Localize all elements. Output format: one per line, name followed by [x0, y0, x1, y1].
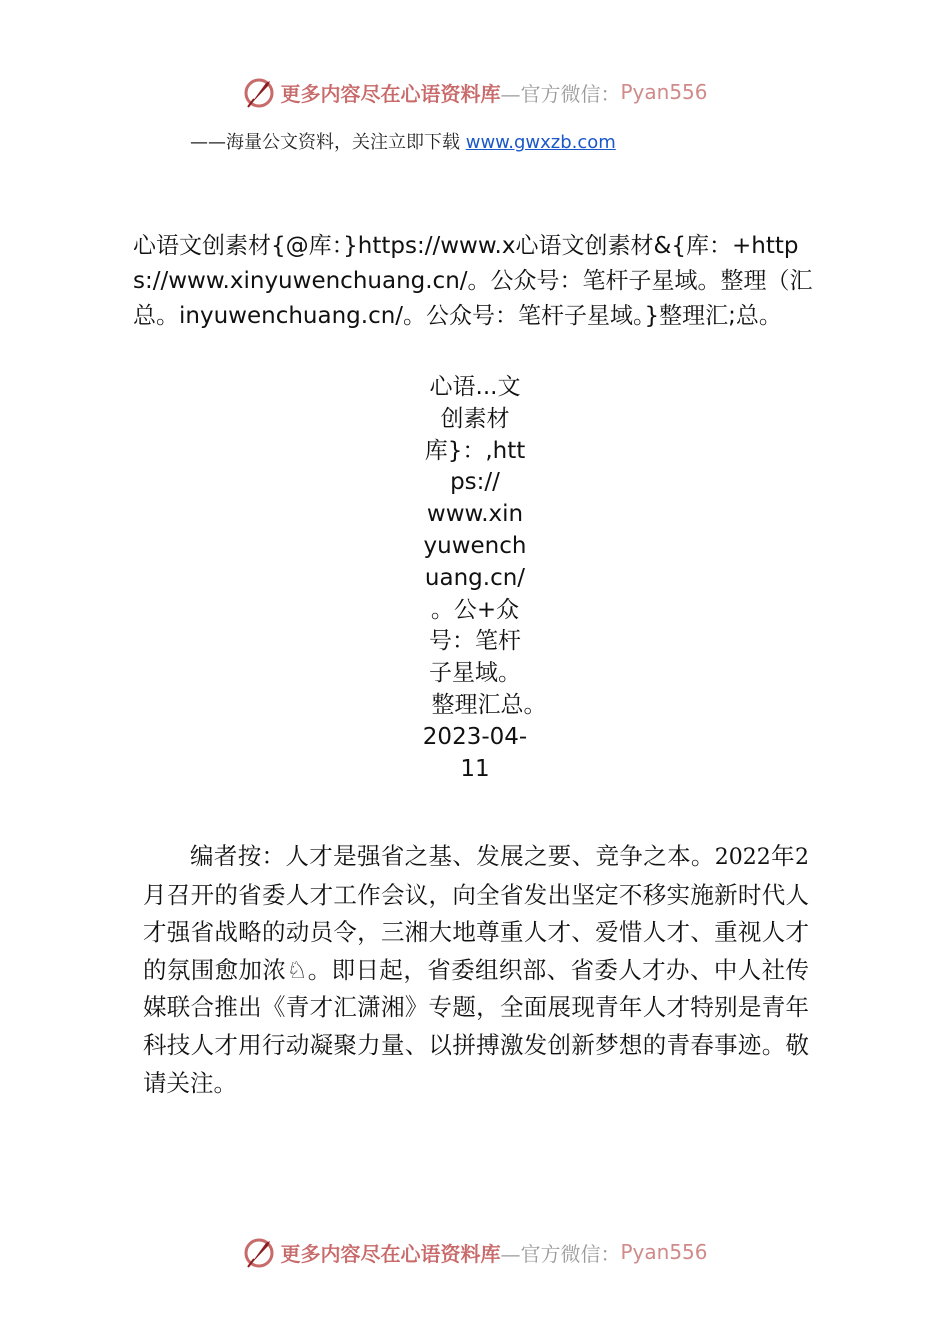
- column-line: 创素材: [440, 405, 510, 432]
- column-line: www.xin: [426, 501, 524, 528]
- column-line: uang.cn/: [424, 564, 526, 591]
- editor-note-part: 编者按：人才是强省之基、发展之要、竞争之本。: [190, 842, 715, 870]
- banner-main-text: 更多内容尽在心语资料库: [280, 1241, 501, 1266]
- column-line: 库}：,htt: [424, 437, 526, 464]
- column-line: yuwench: [423, 532, 527, 559]
- banner-sub-text: —官方微信：: [500, 1241, 621, 1266]
- editor-note-year: 2022: [714, 845, 771, 870]
- download-note-text: ——海量公文资料，关注立即下载: [190, 132, 460, 153]
- banner-sub-text: —官方微信：: [500, 81, 621, 106]
- editor-note-month: 2: [795, 845, 810, 870]
- column-date-line: 2023-04-: [422, 723, 528, 750]
- banner-wechat-id: Pyan556: [620, 1240, 708, 1264]
- intro-paragraph: 心语文创素材{@库：}https://www.x心语文创素材&{库：+https://www.xinyuwenchuang.cn/。公众号：笔杆子星域。整理（汇总。inyuwenchuang.cn/。公众号：笔杆子星域。}整理汇;总。: [133, 233, 813, 329]
- editor-note-part: 年: [770, 842, 796, 870]
- column-line: 整理汇总。: [431, 691, 547, 718]
- column-line: 子星域。: [429, 660, 521, 687]
- narrow-text-column: [0, 372, 950, 785]
- editor-note-paragraph: [143, 838, 809, 1102]
- column-line: 。公+众: [430, 596, 520, 623]
- quill-pen-logo-icon: [242, 1235, 276, 1269]
- quill-pen-logo-icon: [242, 75, 276, 109]
- download-note: [190, 128, 616, 154]
- column-line: ps://: [450, 469, 500, 496]
- banner-wechat-id: Pyan556: [620, 80, 708, 104]
- column-line: 号：笔杆: [429, 628, 521, 655]
- editor-note-part: 月召开的省委人才工作会议，向全省发出坚定不移实施新时代人才强省战略的动员令，三湘大地尊重人才、爱惜人才、重视人才的氛围愈加浓♘。即日起，省委组织部、省委人才办、中人社传媒联合推出《青才汇潇湘》专题，全面展现青年人才特别是青年科技人才用行动凝聚力量、以拼搏激发创新梦想的青春事迹。敬请关注。: [143, 880, 809, 1097]
- header-banner: [0, 72, 950, 112]
- download-link[interactable]: www.gwxzb.com: [465, 132, 616, 153]
- column-line: 心语...文: [429, 374, 521, 400]
- footer-banner: [0, 1232, 950, 1272]
- column-date-line: 11: [460, 755, 490, 782]
- banner-main-text: 更多内容尽在心语资料库: [280, 81, 501, 106]
